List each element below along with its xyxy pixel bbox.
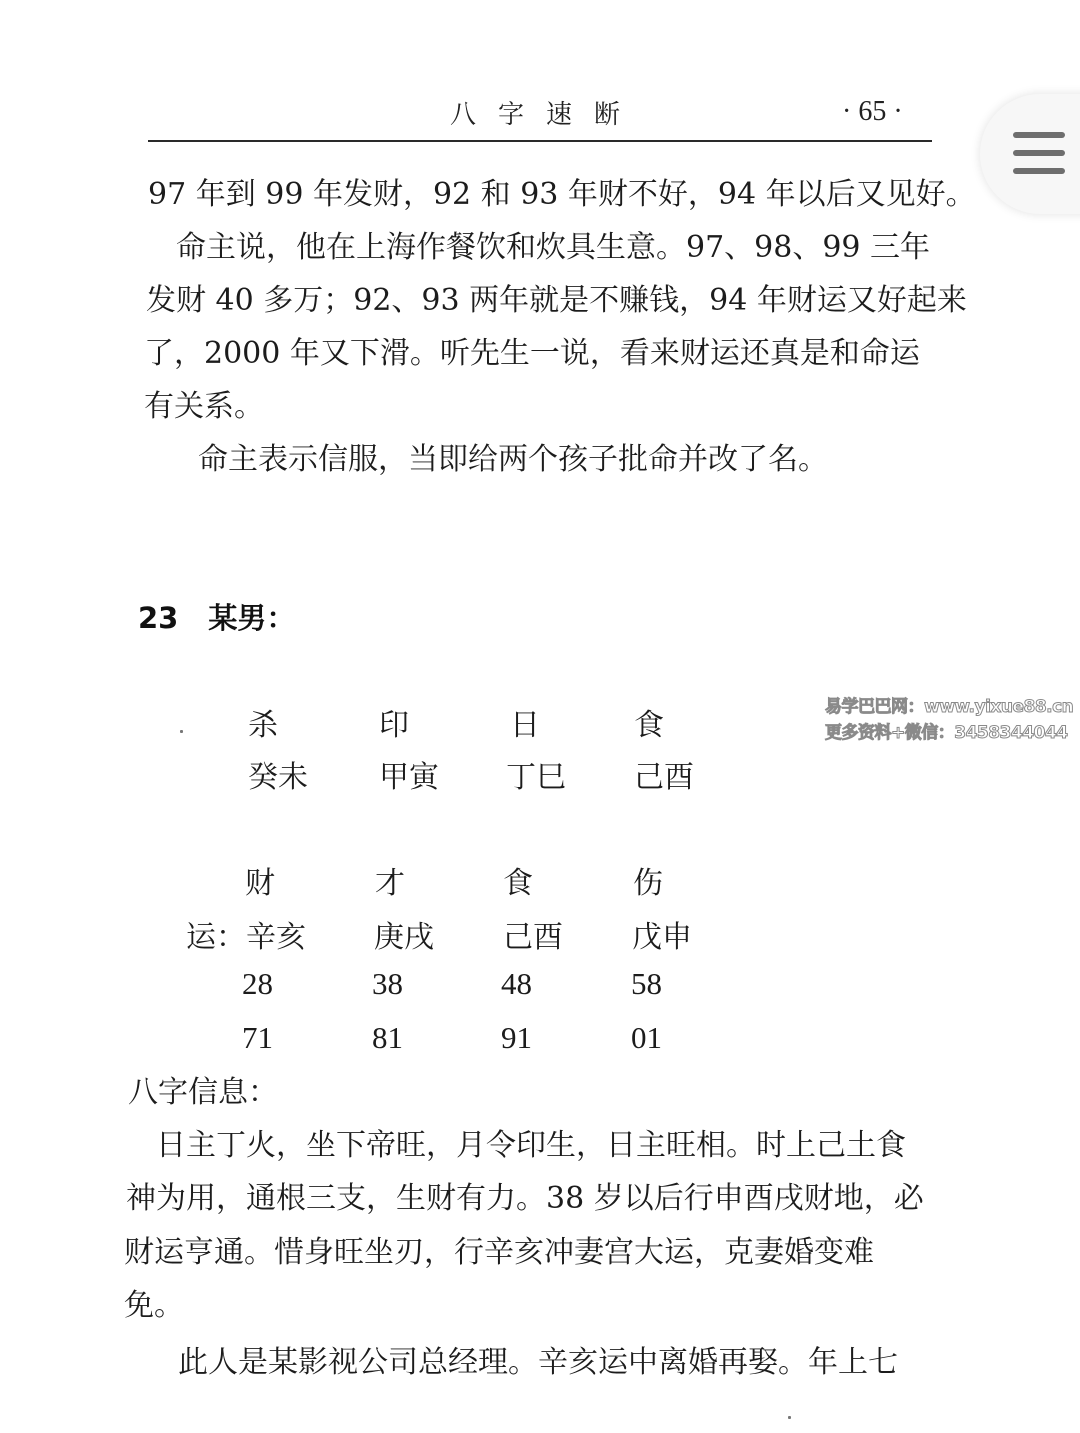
luck-ten-god: 财 [245,866,275,901]
header-divider [148,140,932,142]
luck-year: 91 [501,1020,532,1055]
luck-year: 81 [372,1020,403,1055]
watermark-line: 易学巴巴网：www.yixue88.cn [825,697,1074,717]
luck-pillar: 庚戌 [374,920,434,955]
paragraph-line: 财运亨通。惜身旺坐刃，行辛亥冲妻宫大运，克妻婚变难 [124,1235,874,1270]
chart-ten-god: 杀 [248,708,278,743]
paragraph-line: 97 年到 99 年发财，92 和 93 年财不好，94 年以后又见好。 [148,177,976,212]
watermark-line: 更多资料+微信：3458344044 [825,723,1068,743]
luck-pillar: 己酉 [503,920,563,955]
paragraph-line: 了，2000 年又下滑。听先生一说，看来财运还真是和命运 [144,336,920,371]
luck-label: 运： [186,920,246,955]
paragraph-line: 命主说，他在上海作餐饮和炊具生意。97、98、99 三年 [146,230,931,265]
luck-pillar: 戊申 [632,920,692,955]
chart-ten-god: 日 [510,708,540,743]
luck-year: 01 [631,1020,662,1055]
luck-year: 71 [242,1020,273,1055]
luck-age: 28 [242,966,273,1001]
paragraph-line: 神为用，通根三支，生财有力。38 岁以后行申酉戌财地，必 [126,1181,924,1216]
paragraph-line: 此人是某影视公司总经理。辛亥运中离婚再娶。年上七 [148,1345,898,1380]
luck-ten-god: 食 [503,866,533,901]
chart-pillar: 癸未 [248,760,308,795]
luck-age: 48 [501,966,532,1001]
case-heading [138,596,295,637]
luck-ten-god: 才 [375,866,405,901]
luck-ten-god: 伤 [633,866,663,901]
chart-pillar: 丁巳 [506,760,566,795]
paragraph-line: 命主表示信服，当即给两个孩子批命并改了名。 [168,442,828,477]
case-title: 某男： [208,601,296,635]
paragraph-line: 发财 40 多万；92、93 两年就是不赚钱，94 年财运又好起来 [146,283,967,318]
paragraph-line: 免。 [124,1288,184,1323]
luck-age: 58 [631,966,662,1001]
chart-pillar: 己酉 [634,760,694,795]
running-header-title: 八字速断 [450,100,643,130]
chart-ten-god: 食 [634,708,664,743]
scan-speck [788,1416,791,1419]
section-heading: 八字信息： [128,1075,278,1110]
case-number: 23 [138,601,179,635]
chart-pillar: 甲寅 [379,760,439,795]
paragraph-line: 日主丁火，坐下帝旺，月令印生，日主旺相。时上己土食 [126,1128,906,1163]
paragraph-line: 有关系。 [144,389,264,424]
luck-age: 38 [372,966,403,1001]
luck-pillar: 辛亥 [246,920,306,955]
scan-speck [180,730,183,733]
chart-ten-god: 印 [379,708,409,743]
page-number: · 65 · [842,96,903,127]
